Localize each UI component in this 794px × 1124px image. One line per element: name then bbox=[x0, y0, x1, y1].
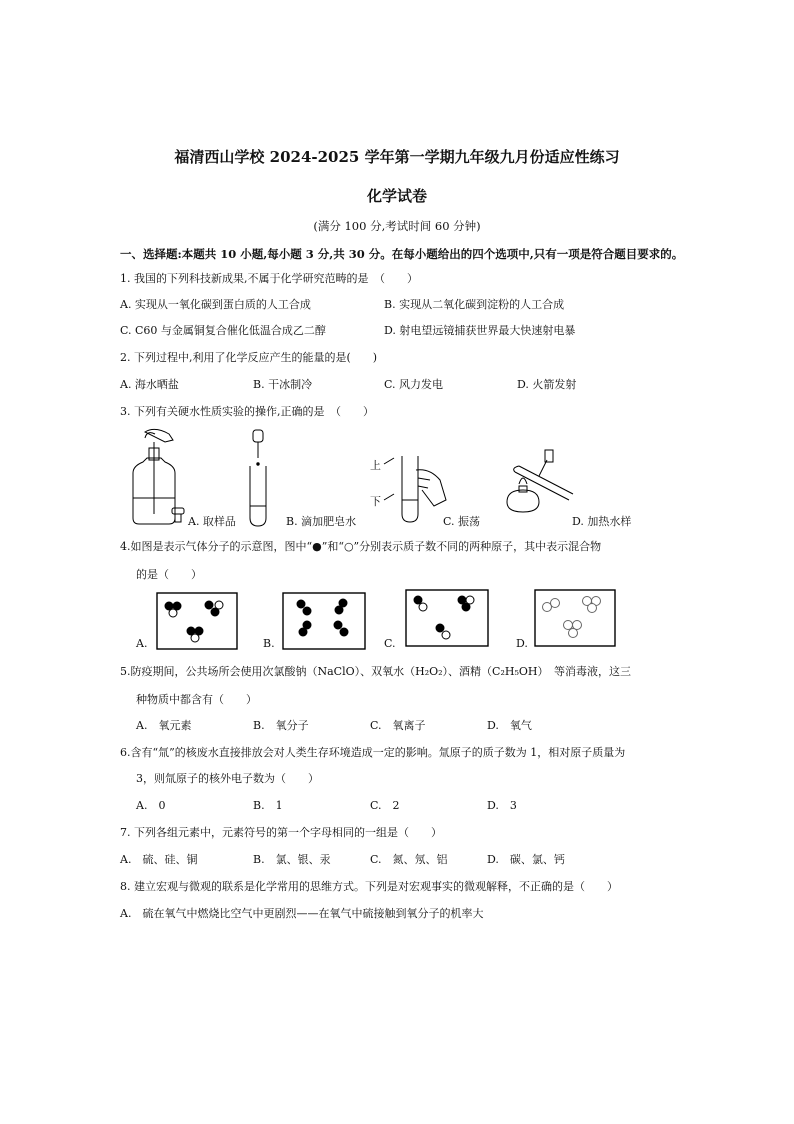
molecule-box-b bbox=[283, 593, 365, 649]
molecule-box-c bbox=[406, 590, 488, 646]
question-5-option-c[interactable]: C. 氧离子 bbox=[370, 719, 426, 732]
question-3-option-b[interactable]: B. 滴加肥皂水 bbox=[286, 515, 357, 528]
question-4-option-d[interactable]: D. bbox=[516, 637, 528, 650]
question-4-stem-line1: 4.如图是表示气体分子的示意图，图中“●”和“○”分别表示质子数不同的两种原子，其中表示混合物 bbox=[120, 540, 602, 553]
exam-info: (满分 100 分,考试时间 60 分钟) bbox=[313, 219, 481, 233]
question-1-stem: 1. 我国的下列科技新成果,不属于化学研究范畴的是 （ ） bbox=[120, 272, 418, 285]
molecule-box-a bbox=[157, 593, 237, 649]
question-3-stem: 3. 下列有关硬水性质实验的操作,正确的是 （ ） bbox=[120, 405, 374, 418]
question-4-option-a[interactable]: A. bbox=[136, 637, 148, 650]
question-2-option-d[interactable]: D. 火箭发射 bbox=[517, 378, 577, 391]
question-1-option-c[interactable]: C. C60 与金属铜复合催化低温合成乙二醇 bbox=[120, 324, 326, 337]
question-7-option-b[interactable]: B. 氯、银、汞 bbox=[253, 853, 331, 866]
heating-tube-figure bbox=[495, 442, 585, 522]
up-label: 上 bbox=[370, 459, 381, 472]
question-6-stem-line1: 6.含有“氚”的核废水直接排放会对人类生存环境造成一定的影响。氚原子的质子数为 1，相对原子质量为 bbox=[120, 746, 626, 759]
question-7-stem: 7. 下列各组元素中，元素符号的第一个字母相同的一组是（ ） bbox=[120, 826, 442, 839]
question-7-option-a[interactable]: A. 硫、硅、铜 bbox=[120, 853, 198, 866]
question-5-stem-line2: 种物质中都含有（ ） bbox=[136, 693, 257, 706]
question-5-option-a[interactable]: A. 氧元素 bbox=[136, 719, 192, 732]
question-2-option-b[interactable]: B. 干冰制冷 bbox=[253, 378, 313, 391]
question-6-stem-line2: 3，则氚原子的核外电子数为（ ） bbox=[136, 772, 319, 785]
test-tube-dropper-figure bbox=[245, 428, 275, 528]
exam-title: 福清西山学校 2024-2025 学年第一学期九年级九月份适应性练习 bbox=[174, 148, 620, 166]
question-3-option-c[interactable]: C. 振荡 bbox=[443, 515, 481, 528]
question-1-option-a[interactable]: A. 实现从一氧化碳到蛋白质的人工合成 bbox=[120, 298, 311, 311]
question-8-option-a[interactable]: A. 硫在氧气中燃烧比空气中更剧烈——在氧气中硫接触到氧分子的机率大 bbox=[120, 907, 484, 920]
question-4-stem-line2: 的是（ ） bbox=[136, 568, 202, 581]
question-2-option-c[interactable]: C. 风力发电 bbox=[384, 378, 444, 391]
molecule-box-d bbox=[535, 590, 615, 646]
dropper-bottle-figure bbox=[125, 428, 195, 528]
question-6-option-d[interactable]: D. 3 bbox=[487, 799, 517, 812]
down-label: 下 bbox=[370, 495, 381, 508]
question-3-option-d[interactable]: D. 加热水样 bbox=[572, 515, 632, 528]
question-7-option-d[interactable]: D. 碳、氯、钙 bbox=[487, 853, 565, 866]
question-7-option-c[interactable]: C. 氮、氖、铝 bbox=[370, 853, 448, 866]
question-5-option-d[interactable]: D. 氧气 bbox=[487, 719, 532, 732]
question-1-option-d[interactable]: D. 射电望远镜捕获世界最大快速射电暴 bbox=[384, 324, 576, 337]
question-5-stem-line1: 5.防疫期间，公共场所会使用次氯酸钠（NaClO）、双氧水（H₂O₂）、酒精（C₂H₅OH） 等消毒液，这三 bbox=[120, 665, 631, 678]
question-6-option-a[interactable]: A. 0 bbox=[136, 799, 166, 812]
question-3-option-a[interactable]: A. 取样品 bbox=[188, 515, 236, 528]
question-2-option-a[interactable]: A. 海水晒盐 bbox=[120, 378, 179, 391]
exam-subject: 化学试卷 bbox=[366, 187, 427, 205]
question-4-option-c[interactable]: C. bbox=[384, 637, 396, 650]
question-2-stem: 2. 下列过程中,利用了化学反应产生的能量的是( ) bbox=[120, 351, 378, 364]
question-6-option-c[interactable]: C. 2 bbox=[370, 799, 400, 812]
question-8-stem: 8. 建立宏观与微观的联系是化学常用的思维方式。下列是对宏观事实的微观解释，不正确的是（ ） bbox=[120, 880, 618, 893]
shaking-tube-figure bbox=[370, 450, 450, 530]
question-4-option-b[interactable]: B. bbox=[263, 637, 275, 650]
question-6-option-b[interactable]: B. 1 bbox=[253, 799, 283, 812]
question-1-option-b[interactable]: B. 实现从二氧化碳到淀粉的人工合成 bbox=[384, 298, 565, 311]
question-5-option-b[interactable]: B. 氧分子 bbox=[253, 719, 309, 732]
section-heading: 一、选择题:本题共 10 小题,每小题 3 分,共 30 分。在每小题给出的四个选项中,只有一项是符合题目要求的。 bbox=[120, 247, 684, 261]
